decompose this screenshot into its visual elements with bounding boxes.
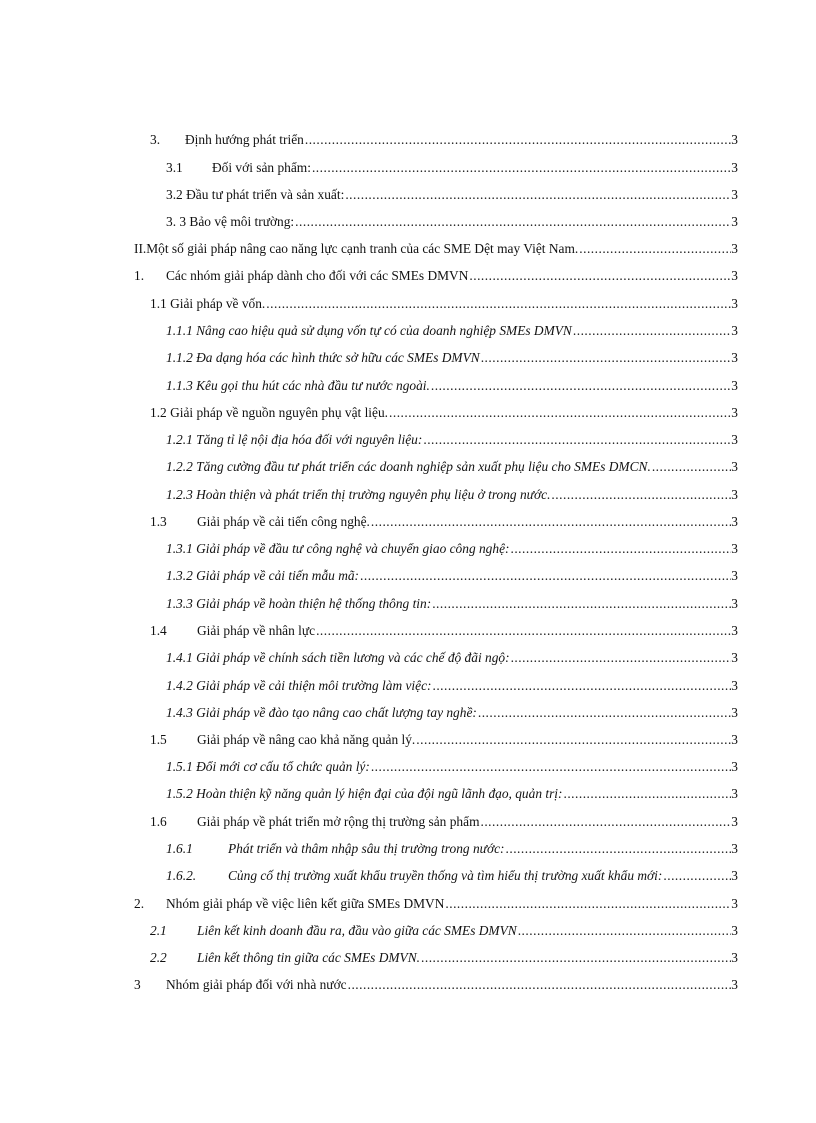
toc-entry[interactable] — [0, 921, 816, 941]
toc-entry-title: II.Một số giải pháp nâng cao năng lực cạnh tranh của các SME Dệt may Việt Nam. — [134, 241, 579, 256]
toc-entry[interactable] — [0, 757, 816, 777]
toc-entry[interactable] — [0, 266, 816, 286]
toc-entry-number: 3. — [150, 132, 161, 147]
toc-entry-title: 1.3.1 Giải pháp về đầu tư công nghệ và chuyển giao công nghệ: — [166, 541, 510, 556]
toc-entry[interactable] — [0, 648, 816, 668]
toc-entry-number: 1.5 — [150, 732, 167, 747]
dot-leader — [445, 894, 731, 914]
toc-entry-page: 3 — [731, 650, 738, 665]
toc-entry[interactable] — [0, 485, 816, 505]
toc-entry-title: Giải pháp về nâng cao khả năng quản lý. — [197, 732, 416, 747]
toc-entry-title: Giải pháp về phát triển mở rộng thị trường sản phẩm — [197, 814, 480, 829]
toc-entry-number: 2. — [134, 896, 145, 911]
dot-leader — [573, 321, 731, 341]
toc-entry-page: 3 — [731, 896, 738, 911]
toc-entry-page: 3 — [731, 378, 738, 393]
toc-entry-title: 1.5.1 Đổi mới cơ cấu tổ chức quản lý: — [166, 759, 370, 774]
toc-entry-title: Các nhóm giải pháp dành cho đối với các SMEs DMVN — [166, 268, 469, 283]
toc-entry-title: 1.1 Giải pháp về vốn. — [150, 296, 266, 311]
toc-entry-title: 1.2.1 Tăng tỉ lệ nội địa hóa đối với nguyên liệu: — [166, 432, 423, 447]
toc-entry-title: 1.4.3 Giải pháp về đào tạo nâng cao chất lượng tay nghề: — [166, 705, 477, 720]
dot-leader — [510, 539, 731, 559]
toc-entry[interactable] — [0, 539, 816, 559]
dot-leader — [663, 866, 731, 886]
dot-leader — [345, 185, 731, 205]
toc-entry-title: 1.5.2 Hoàn thiện kỹ năng quản lý hiện đại của đội ngũ lãnh đạo, quản trị: — [166, 786, 563, 801]
toc-entry-number: 1.3 — [150, 514, 167, 529]
toc-entry-number: 1.6 — [150, 814, 167, 829]
toc-entry-page: 3 — [731, 623, 738, 638]
dot-leader — [480, 812, 731, 832]
toc-entry[interactable] — [0, 430, 816, 450]
toc-entry[interactable] — [0, 703, 816, 723]
dot-leader — [478, 703, 731, 723]
dot-leader — [316, 621, 731, 641]
toc-entry-page: 3 — [731, 350, 738, 365]
toc-entry-page: 3 — [731, 432, 738, 447]
dot-leader — [506, 839, 732, 859]
dot-leader — [421, 948, 731, 968]
toc-entry-page: 3 — [731, 868, 738, 883]
toc-entry-number: 2.2 — [150, 950, 167, 965]
dot-leader — [481, 348, 732, 368]
toc-entry-number: 1.6.2. — [166, 868, 197, 883]
toc-entry[interactable] — [0, 894, 816, 914]
toc-entry-page: 3 — [731, 786, 738, 801]
toc-entry-number: 2.1 — [150, 923, 167, 938]
toc-entry-number: 3 — [134, 977, 141, 992]
toc-entry[interactable] — [0, 376, 816, 396]
toc-entry-number: 1. — [134, 268, 145, 283]
toc-entry[interactable] — [0, 512, 816, 532]
dot-leader — [432, 594, 731, 614]
toc-entry-title: 1.1.3 Kêu gọi thu hút các nhà đầu tư nước ngoài. — [166, 378, 430, 393]
toc-entry-page: 3 — [731, 977, 738, 992]
dot-leader — [563, 784, 731, 804]
toc-entry-page: 3 — [731, 678, 738, 693]
dot-leader — [295, 212, 731, 232]
toc-entry[interactable] — [0, 403, 816, 423]
toc-entry[interactable] — [0, 566, 816, 586]
toc-entry-page: 3 — [731, 268, 738, 283]
dot-leader — [431, 376, 731, 396]
dot-leader — [305, 130, 731, 150]
toc-entry-title: Nhóm giải pháp về việc liên kết giữa SMEs DMVN — [166, 896, 445, 911]
toc-entry-title: 1.2 Giải pháp về nguồn nguyên phụ vật liệu. — [150, 405, 389, 420]
toc-entry-page: 3 — [731, 705, 738, 720]
toc-entry-page: 3 — [731, 296, 738, 311]
toc-entry[interactable] — [0, 130, 816, 150]
dot-leader — [469, 266, 731, 286]
dot-leader — [389, 403, 731, 423]
dot-leader — [432, 676, 731, 696]
toc-entry-page: 3 — [731, 405, 738, 420]
dot-leader — [416, 730, 731, 750]
toc-entry-page: 3 — [731, 541, 738, 556]
toc-entry-title: Giải pháp về nhân lực — [197, 623, 316, 638]
toc-entry[interactable] — [0, 730, 816, 750]
toc-entry-title: 1.1.2 Đa dạng hóa các hình thức sở hữu các SMEs DMVN — [166, 350, 480, 365]
toc-entry-page: 3 — [731, 950, 738, 965]
toc-entry-page: 3 — [731, 841, 738, 856]
dot-leader — [579, 239, 731, 259]
toc-entry[interactable] — [0, 784, 816, 804]
toc-entry-title: 1.4.1 Giải pháp về chính sách tiền lương và các chế độ đãi ngộ: — [166, 650, 510, 665]
toc-entry-page: 3 — [731, 814, 738, 829]
toc-entry[interactable] — [0, 457, 816, 477]
dot-leader — [348, 975, 732, 995]
toc-entry[interactable] — [0, 321, 816, 341]
toc-entry-page: 3 — [731, 596, 738, 611]
toc-entry-title: 1.2.3 Hoàn thiện và phát triển thị trường nguyên phụ liệu ở trong nước. — [166, 487, 551, 502]
toc-entry-title: 1.1.1 Nâng cao hiệu quả sử dụng vốn tự có của doanh nghiệp SMEs DMVN — [166, 323, 572, 338]
toc-entry[interactable] — [0, 212, 816, 232]
toc-entry-page: 3 — [731, 160, 738, 175]
toc-entry[interactable] — [0, 594, 816, 614]
dot-leader — [360, 566, 731, 586]
toc-entry-number: 1.4 — [150, 623, 167, 638]
dot-leader — [371, 512, 731, 532]
toc-entry-page: 3 — [731, 214, 738, 229]
toc-entry-title: Nhóm giải pháp đối với nhà nước — [166, 977, 347, 992]
dot-leader — [312, 158, 731, 178]
toc-entry-title: 3. 3 Bảo vệ môi trường: — [166, 214, 295, 229]
toc-entry-page: 3 — [731, 487, 738, 502]
toc-entry[interactable] — [0, 948, 816, 968]
toc-entry[interactable] — [0, 812, 816, 832]
toc-entry[interactable] — [0, 348, 816, 368]
toc-entry-title: Giải pháp về cải tiến công nghệ. — [197, 514, 370, 529]
toc-entry-title: 1.2.2 Tăng cường đầu tư phát triển các doanh nghiệp sản xuất phụ liệu cho SMEs DMCN. — [166, 459, 651, 474]
dot-leader — [423, 430, 731, 450]
toc-entry-page: 3 — [731, 732, 738, 747]
toc-entry[interactable] — [0, 294, 816, 314]
toc-entry-title: 1.4.2 Giải pháp về cải thiện môi trường làm việc: — [166, 678, 432, 693]
toc-entry-number: 1.6.1 — [166, 841, 193, 856]
toc-entry-page: 3 — [731, 459, 738, 474]
toc-entry-page: 3 — [731, 323, 738, 338]
toc-entry-title: Phát triển và thâm nhập sâu thị trường trong nước: — [228, 841, 505, 856]
toc-entry-title: Củng cố thị trường xuất khẩu truyền thống và tìm hiểu thị trường xuất khẩu mới: — [228, 868, 663, 883]
toc-entry-page: 3 — [731, 241, 738, 256]
toc-entry[interactable] — [0, 676, 816, 696]
toc-entry-title: Định hướng phát triển — [185, 132, 304, 147]
dot-leader — [551, 485, 731, 505]
dot-leader — [518, 921, 732, 941]
toc-entry-page: 3 — [731, 132, 738, 147]
toc-entry-title: 3.2 Đầu tư phát triển và sản xuất: — [166, 187, 345, 202]
toc-entry-title: Liên kết kinh doanh đầu ra, đầu vào giữa các SMEs DMVN — [197, 923, 517, 938]
toc-entry-page: 3 — [731, 923, 738, 938]
toc-entry[interactable] — [0, 839, 816, 859]
toc-entry-title: Liên kết thông tin giữa các SMEs DMVN. — [197, 950, 421, 965]
dot-leader — [266, 294, 731, 314]
toc-entry-title: 1.3.2 Giải pháp về cải tiến mẫu mã: — [166, 568, 360, 583]
toc-entry[interactable] — [0, 185, 816, 205]
toc-entry[interactable] — [0, 158, 816, 178]
toc-entry-title: 1.3.3 Giải pháp về hoàn thiện hệ thống thông tin: — [166, 596, 432, 611]
toc-entry[interactable] — [0, 975, 816, 995]
toc-entry-page: 3 — [731, 759, 738, 774]
toc-entry[interactable] — [0, 621, 816, 641]
toc-entry-title: Đối với sản phẩm: — [212, 160, 311, 175]
toc-entry-page: 3 — [731, 514, 738, 529]
toc-entry[interactable] — [0, 866, 816, 886]
toc-entry-page: 3 — [731, 187, 738, 202]
dot-leader — [371, 757, 731, 777]
toc-entry[interactable] — [0, 239, 816, 259]
dot-leader — [511, 648, 732, 668]
toc-entry-number: 3.1 — [166, 160, 183, 175]
toc-entry-page: 3 — [731, 568, 738, 583]
dot-leader — [652, 457, 731, 477]
